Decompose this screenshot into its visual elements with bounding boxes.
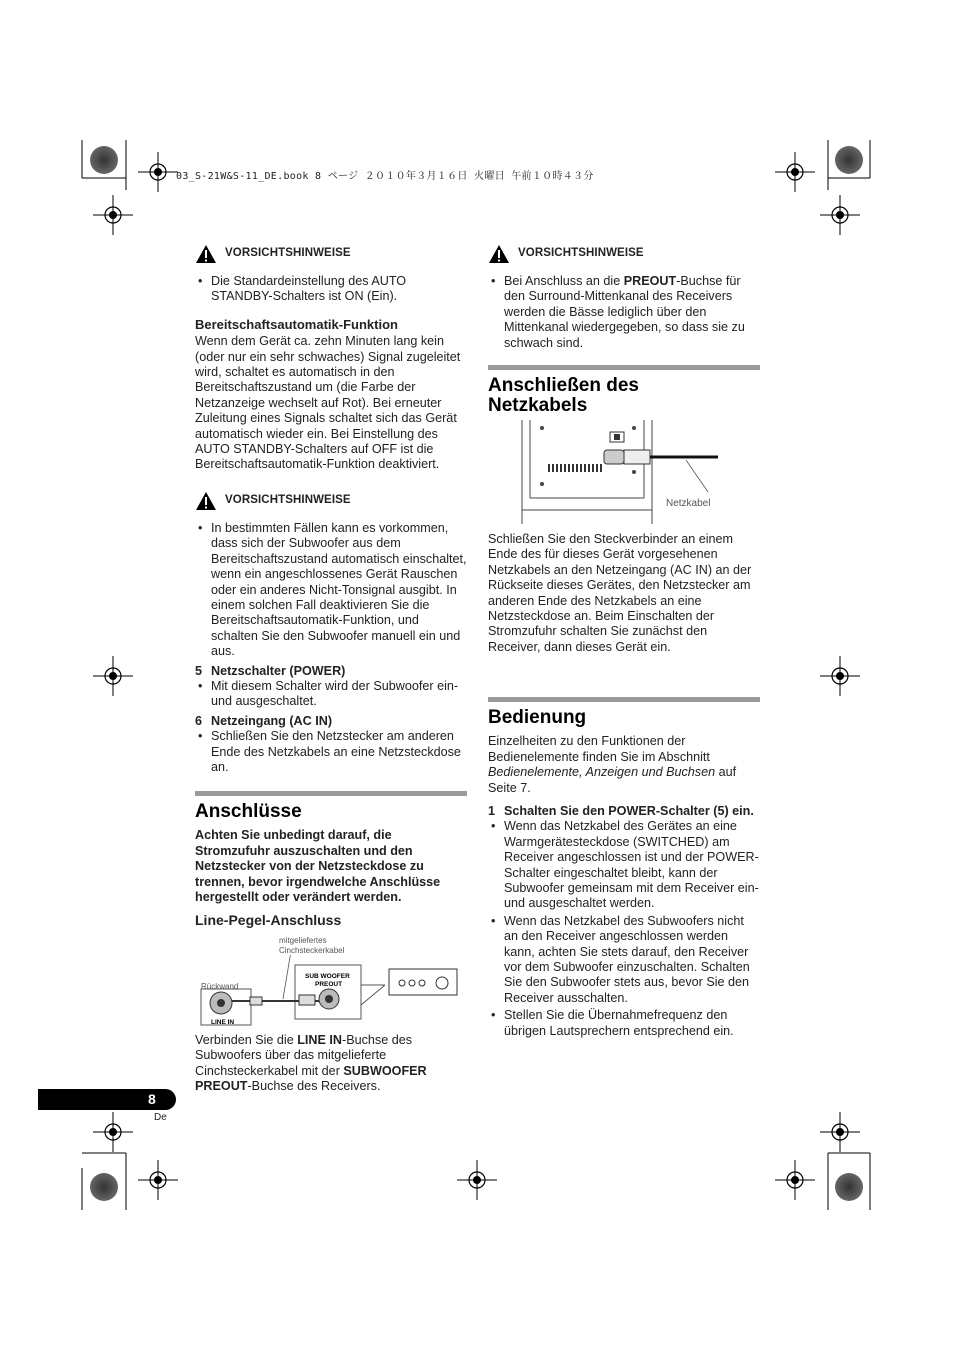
item-title: Netzschalter (POWER): [211, 663, 346, 678]
section-divider: [488, 365, 760, 370]
section-title-anschluesse: Anschlüsse: [195, 801, 302, 823]
step-1: [488, 804, 760, 1039]
connect-text-1: Verbinden Sie die: [195, 1032, 298, 1047]
item-5: [195, 664, 467, 710]
section-title-netzkabel-2: Netzkabels: [488, 395, 588, 417]
netz-paragraph: Schließen Sie den Steckverbinder an einem Ende des für dieses Gerät vorgesehenen Netzkabels an den Netzeingang (AC IN) an der Rückseite dieses Gerätes, den Netzstecker am anderen Ende des Netzkabels an eine Netzsteckdose an. Beim Einschalten der Stromzufuhr schalten Sie zunächst den Receiver, dann dieses Gerät ein.: [488, 532, 752, 654]
warning-triangle-icon: [195, 244, 217, 264]
warning-triangle-icon: [195, 491, 217, 511]
caution-box-2: [195, 491, 467, 511]
page-language: De: [154, 1112, 167, 1123]
section-title-bedienung: Bedienung: [488, 707, 587, 729]
section-title-netzkabel-1: Anschließen des: [488, 375, 639, 397]
list-item: • Stellen Sie die Übernahmefrequenz den übrigen Lautsprechern entsprechend ein.: [488, 1008, 760, 1039]
connect-paragraph: [195, 1033, 467, 1095]
connect-bold-2: SUBWOOFER PREOUT: [195, 1063, 427, 1094]
bedienung-text-2: auf Seite 7.: [488, 765, 737, 795]
section-divider: [195, 791, 467, 796]
list-item: • In bestimmten Fällen kann es vorkommen, dass sich der Subwoofer aus dem Bereitschaftszustand automatisch einschaltet, wenn ein angeschlossenes Gerät Rauschen oder ein anderes Nicht-Tonsignal ausgibt. In einem solchen Fall deaktivieren Sie die Bereitschaftsautomatik-Funktion, und schalten Sie den Subwoofer manuell ein und aus.: [195, 521, 467, 660]
caution-list-1: [195, 274, 467, 305]
bedienung-paragraph: [488, 734, 760, 796]
rear-panel-diagram: [488, 420, 760, 528]
item-number: 6: [195, 713, 203, 728]
standby-heading: Bereitschaftsautomatik-Funktion: [195, 316, 398, 332]
connect-text-2: -Buchse des Subwoofers über das mitgelieferte Cinchsteckerkabel mit der: [195, 1032, 413, 1078]
sub-woofer-label-1: SUB WOOFER: [305, 972, 350, 980]
list-item: [488, 274, 760, 351]
bedienung-ital: Bedienelemente, Anzeigen und Buchsen: [488, 765, 716, 780]
list-item: • Wenn das Netzkabel des Gerätes an eine Warmgerätesteckdose (SWITCHED) am Receiver angeschlossen ist und der POWER-Schalter eingeschaltet bleibt, kann der Subwoofer gemeinsam mit dem Receiver ein- und ausgeschaltet werden.: [488, 819, 760, 911]
anschluesse-warning: Achten Sie unbedingt darauf, die Stromzufuhr auszuschalten und den Netzstecker von der Netzsteckdose zu trennen, bevor irgendwelche Anschlüsse hergestellt oder verändert werden.: [195, 828, 441, 904]
caution-text-bold: PREOUT: [623, 274, 677, 288]
connect-text-3: -Buchse des Receivers.: [247, 1079, 381, 1094]
caution-text-pre: Bei Anschluss an die: [504, 274, 624, 288]
line-heading: Line-Pegel-Anschluss: [195, 912, 342, 929]
list-item: • Mit diesem Schalter wird der Subwoofer ein- und ausgeschaltet.: [195, 679, 467, 710]
caution-list-2: [195, 521, 467, 660]
caution-title: VORSICHTSHINWEISE: [225, 494, 351, 507]
cable-label-line-1: mitgeliefertes: [279, 935, 327, 945]
section-divider: [488, 697, 760, 702]
caution-box-right: [488, 244, 760, 264]
list-item: • Wenn das Netzkabel des Subwoofers nicht an den Receiver angeschlossen werden kann, achten Sie stets darauf, den Receiver vor dem Subwoofer einzuschalten. Schalten Sie den Subwoofer stets aus, bevor Sie den Receiver ausschalten.: [488, 914, 760, 1006]
list-item: • Die Standardeinstellung des AUTO STANDBY-Schalters ist ON (Ein).: [195, 274, 467, 305]
power-cable-figure: [488, 420, 760, 528]
item-number: 5: [195, 663, 203, 678]
caution-title: VORSICHTSHINWEISE: [518, 247, 644, 260]
item-6: [195, 714, 467, 776]
cable-label-line-2: Cinchsteckerkabel: [279, 945, 345, 955]
netzkabel-label: Netzkabel: [666, 498, 711, 510]
left-column: [195, 244, 467, 1094]
file-header-line: 03_S-21W&S-11_DE.book 8 ページ ２０１０年３月１６日 火曜日 午前１０時４３分: [176, 171, 594, 182]
step-title: Schalten Sie den POWER-Schalter (5) ein.: [504, 803, 754, 818]
line-connection-figure: [195, 931, 467, 1029]
bedienung-text-1: Einzelheiten zu den Funktionen der Bedienelemente finden Sie im Abschnitt: [488, 734, 710, 764]
caution-list-right: [488, 274, 760, 351]
standby-paragraph: Wenn dem Gerät ca. zehn Minuten lang kein (oder nur ein sehr schwaches) Signal zugeleitet wird, schaltet es automatisch in den Bereitschaftszustand um (die Farbe der Netzanzeige wechselt auf Rot). Bei erneuter Zuleitung eines Signals schaltet sich das Gerät automatisch wieder ein. Bei Einstellung des AUTO STANDBY-Schalters auf OFF ist die Bereitschaftsautomatik-Funktion deaktiviert.: [195, 334, 461, 472]
connect-bold-1: LINE IN: [297, 1032, 343, 1047]
list-item: • Schließen Sie den Netzstecker am anderen Ende des Netzkabels an eine Netzsteckdose an.: [195, 729, 467, 775]
item-title: Netzeingang (AC IN): [211, 713, 333, 728]
line-in-label: LINE IN: [211, 1018, 235, 1026]
caution-text-post: -Buchse für den Surround-Mittenkanal des Receivers werden die Bässe lediglich über den Mittenkanal wiedergegeben, so dass sie zu schwach sind.: [504, 274, 745, 350]
caution-title: VORSICHTSHINWEISE: [225, 247, 351, 260]
rear-panel-label: Rückwand: [201, 981, 239, 991]
step-number: 1: [488, 803, 496, 818]
caution-box-1: [195, 244, 467, 264]
page-number: 8: [148, 1091, 156, 1107]
step-1-bullets: [488, 819, 760, 1039]
right-column: [488, 244, 760, 1041]
sub-woofer-label-2: PREOUT: [315, 980, 343, 988]
warning-triangle-icon: [488, 244, 510, 264]
